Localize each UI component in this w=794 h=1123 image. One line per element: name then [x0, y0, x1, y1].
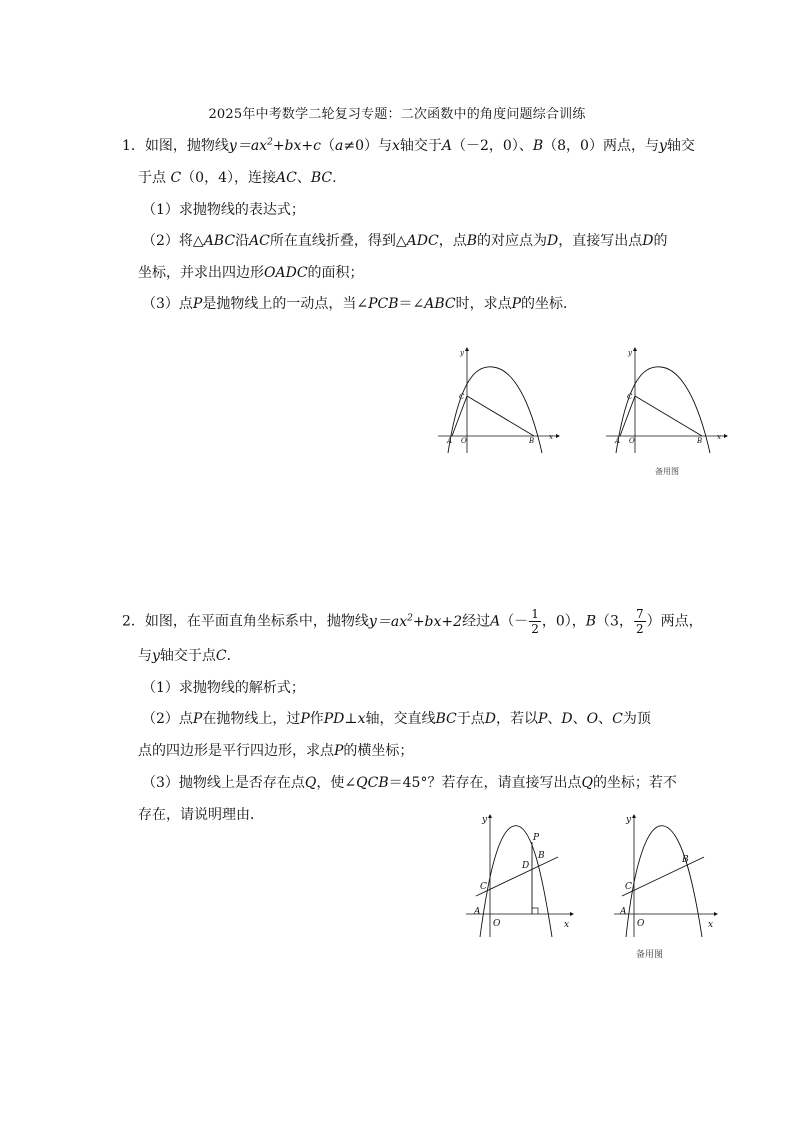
- right-angle-mark: [532, 908, 538, 914]
- q2-text: 的坐标；若不: [592, 775, 677, 791]
- tri-ADC: ADC: [406, 233, 439, 249]
- q2-text: （3）抛物线上是否存在点: [142, 775, 305, 791]
- q1-text: 沿: [235, 233, 250, 249]
- label-B: B: [538, 851, 545, 861]
- q2-text: 在抛物线上，过: [202, 711, 301, 727]
- angle-ABC: ABC: [424, 296, 456, 312]
- frac-num: 7: [635, 607, 644, 621]
- point-B: B: [585, 613, 597, 630]
- q2-text: ，0），: [541, 613, 586, 630]
- label-B: B: [529, 437, 535, 445]
- var-a: a: [334, 138, 344, 154]
- q1-text: （3）点: [142, 296, 193, 312]
- q2-text: 作: [309, 711, 324, 727]
- frac-den: 2: [635, 622, 644, 636]
- var-y: y: [152, 648, 160, 664]
- q2-text: 点的四边形是平行四边形，求点: [138, 743, 334, 759]
- var-x: x: [391, 138, 400, 154]
- q1-text: 的面积；: [307, 265, 364, 281]
- point-D: D: [561, 711, 573, 727]
- fraction-seven-halves: [634, 607, 646, 636]
- q1-text: 、: [296, 170, 311, 186]
- q1-text: ，点: [438, 233, 467, 249]
- seg-BC: BC: [435, 711, 457, 727]
- q2-part2-line2: [138, 740, 413, 760]
- point-C: C: [215, 648, 227, 664]
- y-axis-arrow: [633, 347, 637, 351]
- x-axis-arrow: [556, 434, 560, 438]
- q1-number: 1．: [122, 138, 145, 154]
- point-P: P: [192, 711, 203, 727]
- q2-figure-main: [466, 812, 576, 937]
- q1-text: ＝∠: [398, 296, 425, 312]
- label-C: C: [480, 882, 487, 892]
- q1-text: ≠0）与: [343, 138, 392, 154]
- q1-part3: [142, 293, 577, 313]
- seg-AC: AC: [249, 233, 270, 249]
- q2-text: ⊥: [344, 711, 358, 727]
- q1-text: （8，0）两点，与: [543, 138, 659, 154]
- label-y: y: [628, 349, 632, 357]
- q2-text: ，若以: [496, 711, 538, 727]
- q1-part1: （1）求抛物线的表达式；: [142, 202, 305, 218]
- point-P: P: [300, 711, 310, 727]
- q1-text: ，直接写出点: [558, 233, 643, 249]
- point-P: P: [192, 296, 203, 312]
- label-y: y: [626, 815, 632, 825]
- point-P: P: [511, 296, 522, 312]
- label-A: A: [615, 437, 621, 445]
- frac-den: 2: [531, 622, 539, 636]
- q2-text: 、: [572, 711, 587, 727]
- parabola: [480, 826, 552, 937]
- seg-AC: AC: [276, 170, 297, 186]
- q1-figure-spare: [606, 345, 726, 455]
- label-C: C: [459, 393, 465, 401]
- point-B: B: [532, 138, 544, 154]
- q2-line2: [138, 645, 241, 665]
- q2-part3: [142, 772, 677, 792]
- q1-figure-main: [438, 345, 558, 455]
- q2-figure-caption: 备用图: [636, 950, 664, 960]
- q1-text: 所在直线折叠，得到△: [269, 233, 407, 249]
- q2-text: 如图，在平面直角坐标系中，抛物线: [144, 613, 369, 630]
- q1-equation: $y=ax^2+bx+c$: [228, 137, 321, 154]
- q2-text: ．: [226, 648, 241, 664]
- q2-text: 、: [598, 711, 613, 727]
- point-A: A: [441, 138, 453, 154]
- label-y: y: [482, 815, 488, 825]
- angle-QCB: QCB: [356, 775, 389, 791]
- label-x: x: [708, 920, 714, 930]
- point-C: C: [170, 170, 182, 186]
- q2-text: 轴，交直线: [365, 711, 436, 727]
- point-C: C: [612, 711, 623, 727]
- q1-line2: [138, 167, 337, 187]
- q2-part1: （1）求抛物线的解析式；: [142, 680, 305, 696]
- q1-figure-caption: 备用图: [655, 467, 679, 476]
- q2-text: 为顶: [622, 711, 651, 727]
- q2-equation: $=ax^2+bx+2$: [376, 612, 463, 630]
- label-A: A: [620, 907, 627, 917]
- label-O: O: [461, 437, 467, 445]
- seg-PD: PD: [323, 711, 345, 727]
- q1-text: （: [320, 138, 335, 154]
- q1-text: 的坐标．: [521, 296, 578, 312]
- label-x: x: [564, 920, 570, 930]
- y-axis-arrow: [632, 814, 636, 818]
- y-axis-arrow: [488, 814, 492, 818]
- q1-text: 于点: [138, 170, 166, 186]
- q2-figure-spare: [614, 812, 724, 937]
- q2-number: 2．: [122, 613, 145, 630]
- point-P: P: [334, 743, 344, 759]
- q1-text: 轴交于: [399, 138, 442, 154]
- q1-text: 如图，抛物线: [144, 138, 229, 154]
- label-B: B: [682, 855, 689, 865]
- q2-text: （2）点: [142, 711, 193, 727]
- label-C: C: [625, 882, 632, 892]
- quad-OADC: OADC: [264, 265, 308, 281]
- point-B: B: [466, 233, 478, 249]
- x-axis-arrow: [724, 434, 728, 438]
- point-D: D: [484, 711, 496, 727]
- q2-text: 的横坐标；: [343, 743, 414, 759]
- point-D: D: [547, 233, 559, 249]
- seg-BC: BC: [310, 170, 333, 186]
- q2-text: 、: [547, 711, 562, 727]
- q2-text: 轴交于点: [159, 648, 216, 664]
- point-D: D: [642, 233, 654, 249]
- q2-text: （3，: [596, 613, 633, 630]
- q1-text: （－2，0）、: [452, 138, 533, 154]
- var-x: x: [357, 711, 366, 727]
- q2-text: ）两点，: [646, 613, 703, 630]
- q1-text: （2）将△: [142, 233, 204, 249]
- line-BC: [476, 857, 558, 896]
- point-Q: Q: [581, 775, 593, 791]
- label-C: C: [627, 393, 633, 401]
- label-B: B: [697, 437, 703, 445]
- point-Q: Q: [304, 775, 317, 791]
- q2-part3-line2: 存在，请说明理由．: [138, 807, 264, 823]
- q1-text: 坐标，并求出四边形: [138, 265, 264, 281]
- q2-part2: [142, 708, 651, 728]
- angle-PCB: PCB: [368, 296, 399, 312]
- point-O: O: [586, 711, 599, 727]
- y-axis-arrow: [465, 347, 469, 351]
- q2-text: ，使∠: [316, 775, 357, 791]
- q1-text: （0，4），连接: [181, 170, 276, 186]
- q2-text: （－: [500, 613, 529, 630]
- fraction-half: [529, 607, 541, 636]
- q2-text: ＝45°？若存在，请直接写出点: [388, 775, 582, 791]
- q2-text: 于点: [456, 711, 485, 727]
- q2-text: 与: [138, 648, 152, 664]
- segment-BC: [467, 396, 534, 436]
- label-P: P: [533, 833, 540, 843]
- segment-BC: [635, 396, 702, 436]
- x-axis-arrow: [714, 912, 718, 916]
- q1-part2: [142, 230, 667, 250]
- label-x: x: [549, 433, 553, 441]
- label-O: O: [637, 919, 645, 929]
- label-x: x: [717, 433, 721, 441]
- q1-text: 轴交: [666, 138, 695, 154]
- q2-line1: [122, 607, 703, 636]
- point-A: A: [490, 613, 501, 630]
- q1-text: 的对应点为: [477, 233, 548, 249]
- page-title: 2025年中考数学二轮复习专题：二次函数中的角度问题综合训练: [208, 107, 586, 122]
- q1-text: 是抛物线上的一动点，当∠: [202, 296, 369, 312]
- label-O: O: [629, 437, 635, 445]
- q2-text: 经过: [462, 613, 491, 630]
- label-A: A: [474, 907, 481, 917]
- q1-text: .: [332, 170, 337, 186]
- q1-text: 时，求点: [455, 296, 512, 312]
- x-axis-arrow: [570, 912, 574, 916]
- label-O: O: [493, 919, 501, 929]
- label-y: y: [460, 349, 464, 357]
- var-y: y: [658, 138, 667, 154]
- point-P: P: [538, 711, 548, 727]
- frac-num: 1: [531, 607, 539, 621]
- q1-text: 的: [653, 233, 668, 249]
- var-y: y: [368, 613, 377, 630]
- q1-part2-line2: [138, 262, 364, 282]
- label-A: A: [447, 437, 453, 445]
- label-D: D: [522, 861, 530, 871]
- tri-ABC: ABC: [203, 233, 236, 249]
- q1-line1: [122, 135, 695, 155]
